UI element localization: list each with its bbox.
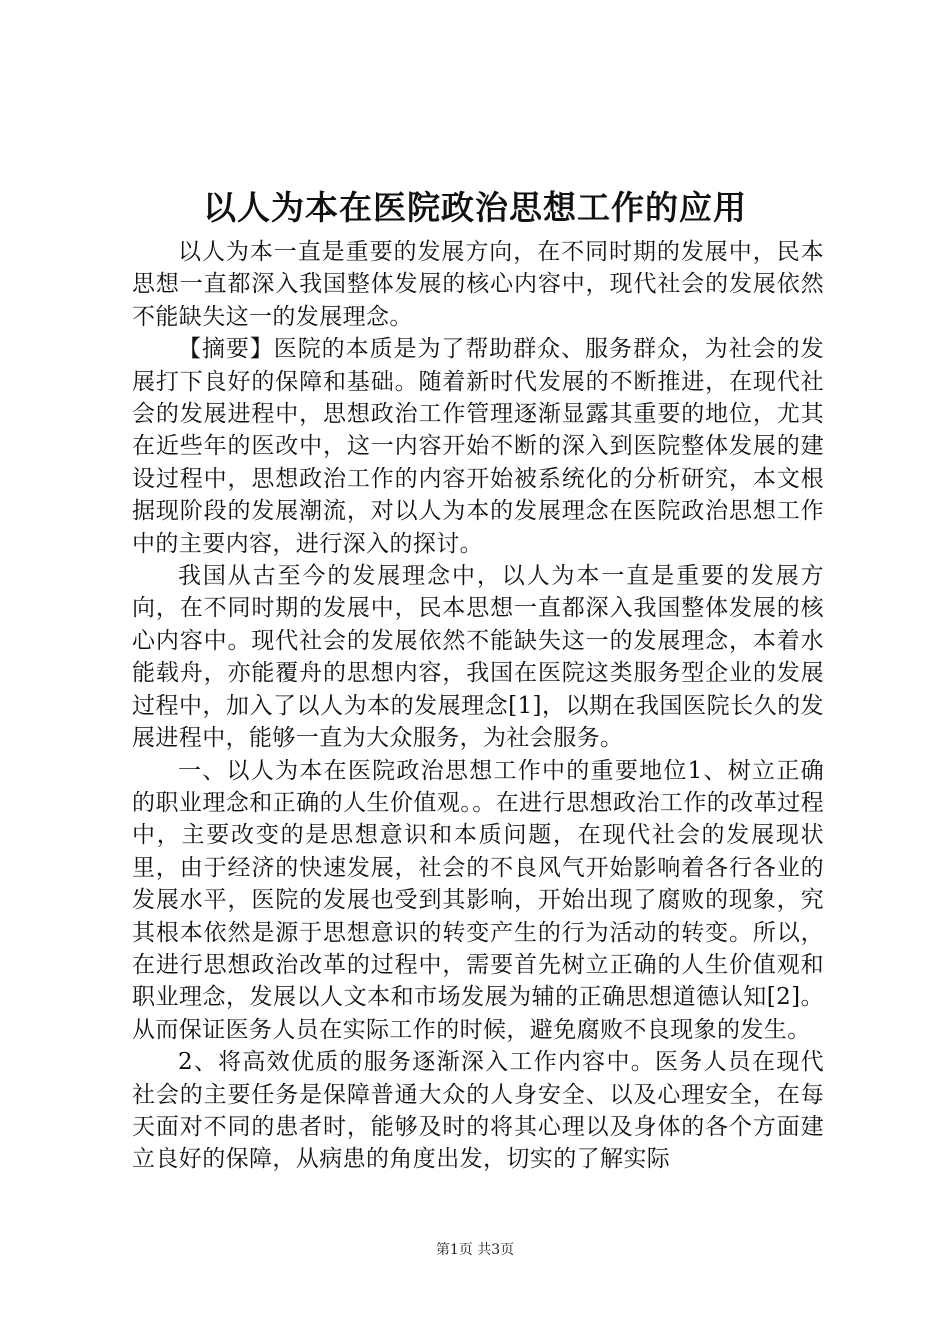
paragraph-intro: 以人为本一直是重要的发展方向，在不同时期的发展中，民本思想一直都深入我国整体发展的核心内容中，现代社会的发展依然不能缺失这一的发展理念。: [132, 239, 824, 330]
paragraph-section-one: 一、以人为本在医院政治思想工作中的重要地位1、树立正确的职业理念和正确的人生价值观。。在进行思想政治工作的改革过程中，主要改变的是思想意识和本质问题，在现代社会的发展现状里，由于经济的快速发展，社会的不良风气开始影响着各行各业的发展水平，医院的发展也受到其影响，开始出现了腐败的现象，究其根本依然是源于思想意识的转变产生的行为活动的转变。所以，在进行思想政治改革的过程中，需要首先树立正确的人生价值观和职业理念，发展以人文本和市场发展为辅的正确思想道德认知[2]。从而保证医务人员在实际工作的时候，避免腐败不良现象的发生。: [132, 757, 824, 1043]
document-title: 以人为本在医院政治思想工作的应用: [203, 188, 747, 227]
paragraph-abstract: 【摘要】医院的本质是为了帮助群众、服务群众，为社会的发展打下良好的保障和基础。随着新时代发展的不断推进，在现代社会的发展进程中，思想政治工作管理逐渐显露其重要的地位，尤其在近些年的医改中，这一内容开始不断的深入到医院整体发展的建设过程中，思想政治工作的内容开始被系统化的分析研究，本文根据现阶段的发展潮流，对以人为本的发展理念在医院政治思想工作中的主要内容，进行深入的探讨。: [132, 336, 824, 557]
document-body: [132, 236, 824, 1176]
paragraph-background: 我国从古至今的发展理念中，以人为本一直是重要的发展方向，在不同时期的发展中，民本思想一直都深入我国整体发展的核心内容中。现代社会的发展依然不能缺失这一的发展理念，本着水能载舟，亦能覆舟的思想内容，我国在医院这类服务型企业的发展过程中，加入了以人为本的发展理念[1]，以期在我国医院长久的发展进程中，能够一直为大众服务，为社会服务。: [132, 563, 824, 752]
paragraph-section-two: 2、将高效优质的服务逐渐深入工作内容中。医务人员在现代社会的主要任务是保障普通大众的人身安全、以及心理安全，在每天面对不同的患者时，能够及时的将其心理以及身体的各个方面建立良好的保障，从病患的角度出发，切实的了解实际: [132, 1049, 824, 1173]
page-footer: 第1页 共3页: [435, 1242, 515, 1258]
